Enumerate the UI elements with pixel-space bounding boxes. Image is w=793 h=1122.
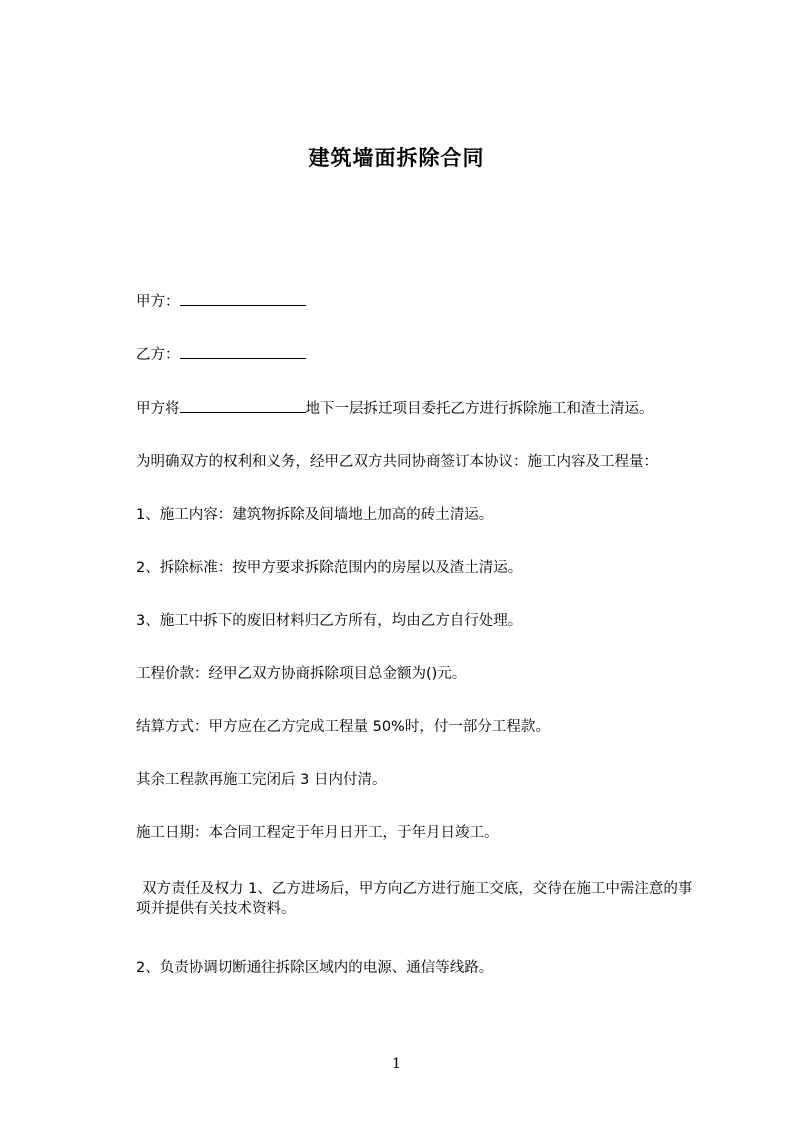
contract-title: 建筑墙面拆除合同 xyxy=(308,146,485,170)
item-1: 1、施工内容：建筑物拆除及间墙地上加高的砖土清运。 xyxy=(136,507,494,523)
item-2: 2、拆除标准：按甲方要求拆除范围内的房屋以及渣土清运。 xyxy=(136,560,523,576)
party-a-label: 甲方： xyxy=(136,294,180,310)
party-b-label: 乙方： xyxy=(136,347,180,363)
intro-line xyxy=(136,398,654,419)
agreement-line: 为明确双方的权利和义务，经甲乙双方共同协商签订本协议：施工内容及工程量： xyxy=(136,454,658,470)
party-a-line xyxy=(136,291,306,312)
item-3: 3、施工中拆下的废旧材料归乙方所有，均由乙方自行处理。 xyxy=(136,613,523,629)
party-b-line xyxy=(136,344,306,365)
intro-prefix: 甲方将 xyxy=(136,401,180,417)
schedule-line: 施工日期：本合同工程定于年月日开工，于年月日竣工。 xyxy=(136,825,499,841)
page-number: 1 xyxy=(392,1056,401,1072)
intro-suffix: 地下一层拆迁项目委托乙方进行拆除施工和渣土清运。 xyxy=(305,401,654,417)
item-2b: 2、负责协调切断通往拆除区域内的电源、通信等线路。 xyxy=(136,960,494,976)
price-line: 工程价款：经甲乙双方协商拆除项目总金额为()元。 xyxy=(136,666,467,682)
settlement-line: 结算方式：甲方应在乙方完成工程量 50%时，付一部分工程款。 xyxy=(136,719,550,735)
remaining-line: 其余工程款再施工完闭后 3 日内付清。 xyxy=(136,772,387,788)
responsibilities-paragraph: 双方责任及权力 1、乙方进场后，甲方向乙方进行施工交底，交待在施工中需注意的事项并提供有关技术资料。 xyxy=(136,881,693,917)
party-b-blank xyxy=(180,344,306,359)
project-blank xyxy=(180,398,306,413)
party-a-blank xyxy=(180,291,306,306)
